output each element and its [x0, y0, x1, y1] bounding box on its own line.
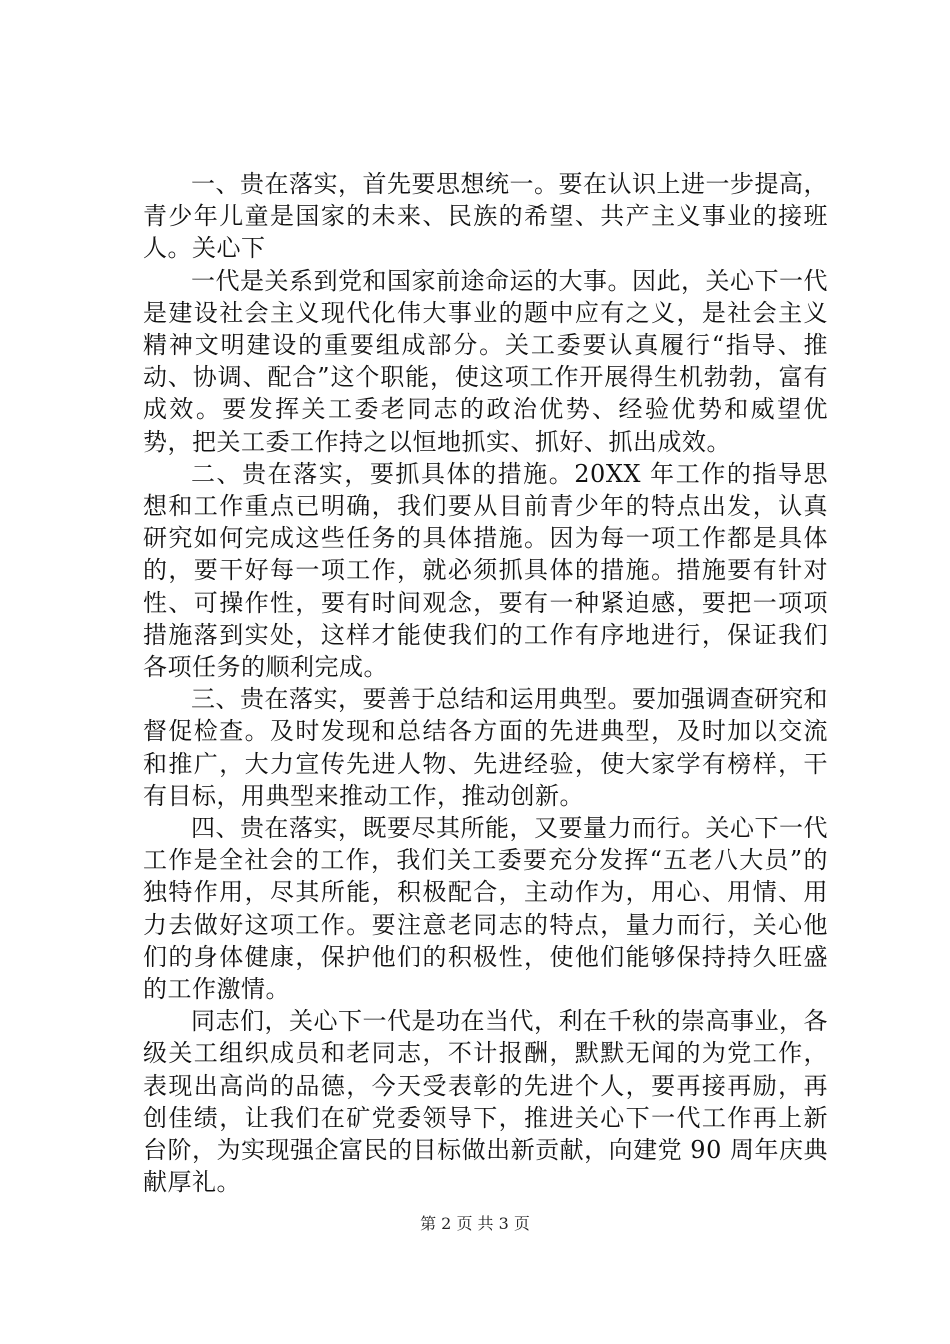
page-number-footer: 第 2 页 共 3 页	[420, 1214, 530, 1233]
paragraph-5: 四、贵在落实，既要尽其所能，又要量力而行。关心下一代工作是全社会的工作，我们关工委要充分发挥“五老八大员”的独特作用，尽其所能，积极配合，主动作为，用心、用情、用力去做好这项工作。要注意老同志的特点，量力而行，关心他们的身体健康，保护他们的积极性，使他们能够保持持久旺盛的工作激情。	[143, 814, 828, 1004]
paragraph-1: 一、贵在落实，首先要思想统一。要在认识上进一步提高，青少年儿童是国家的未来、民族的希望、共产主义事业的接班人。关心下	[143, 170, 828, 263]
paragraph-2: 一代是关系到党和国家前途命运的大事。因此，关心下一代是建设社会主义现代化伟大事业的题中应有之义，是社会主义精神文明建设的重要组成部分。关工委要认真履行“指导、推动、协调、配合”这个职能，使这项工作开展得生机勃勃，富有成效。要发挥关工委老同志的政治优势、经验优势和威望优势，把关工委工作持之以恒地抓实、抓好、抓出成效。	[143, 266, 828, 456]
paragraph-6: 同志们，关心下一代是功在当代，利在千秋的崇高事业，各级关工组织成员和老同志，不计报酬，默默无闻的为党工作，表现出高尚的品德，今天受表彰的先进个人，要再接再励，再创佳绩，让我们在矿党委领导下，推进关心下一代工作再上新台阶，为实现强企富民的目标做出新贡献，向建党 90 周年庆典献厚礼。	[143, 1007, 828, 1197]
document-body	[143, 168, 828, 1199]
paragraph-4: 三、贵在落实，要善于总结和运用典型。要加强调查研究和督促检查。及时发现和总结各方面的先进典型，及时加以交流和推广，大力宣传先进人物、先进经验，使大家学有榜样，干有目标，用典型来推动工作，推动创新。	[143, 685, 828, 810]
paragraph-3: 二、贵在落实，要抓具体的措施。20XX 年工作的指导思想和工作重点已明确，我们要从目前青少年的特点出发，认真研究如何完成这些任务的具体措施。因为每一项工作都是具体的，要干好每一项工作，就必须抓具体的措施。措施要有针对性、可操作性，要有时间观念，要有一种紧迫感，要把一项项措施落到实处，这样才能使我们的工作有序地进行，保证我们各项任务的顺利完成。	[143, 459, 828, 682]
